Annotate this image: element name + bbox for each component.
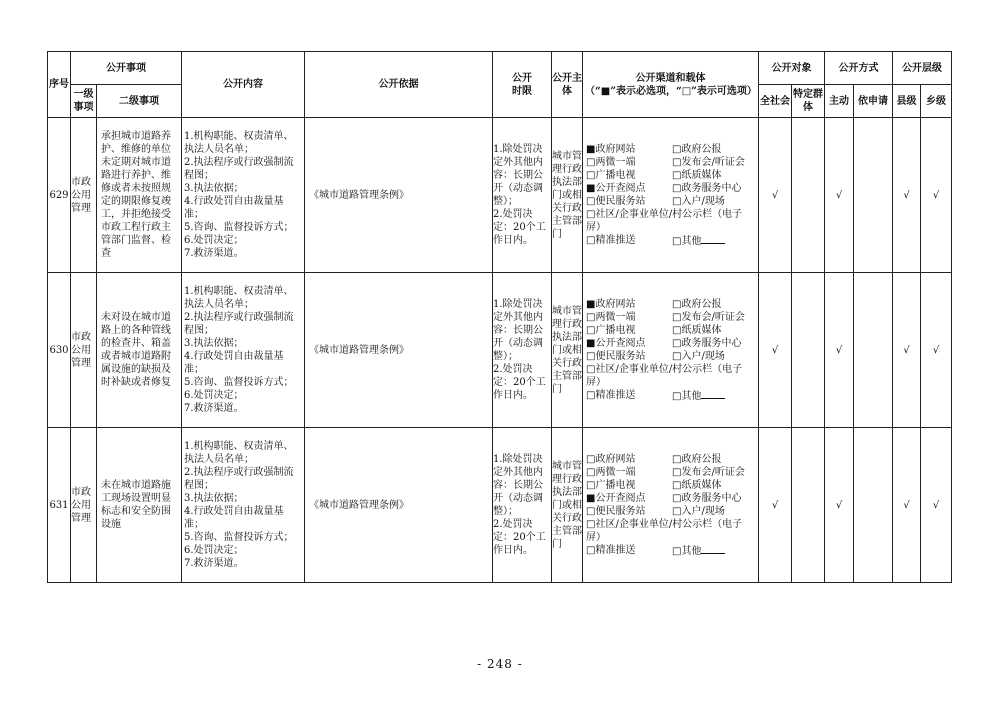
check-mode-apply — [854, 118, 893, 273]
channel-option: □两微一端 — [586, 156, 636, 168]
check-target-group — [792, 428, 825, 583]
page-number: - 248 - — [477, 657, 523, 671]
channel-pair — [586, 195, 755, 208]
disclosure-subject: 城市管理行政执法部门或相关行政主管部门 — [552, 118, 583, 273]
channel-option: ■公开查阅点 — [586, 182, 646, 194]
content-line: 1.机构职能、权责清单、执法人员名单； — [184, 286, 294, 310]
channel-option-other — [672, 389, 725, 403]
row-number: 630 — [48, 273, 71, 428]
content-line: 2.执法程序或行政强制流程图； — [184, 312, 294, 336]
channel-option: □精准推送 — [586, 544, 636, 556]
check-target-group — [792, 273, 825, 428]
channel-pair — [586, 505, 755, 518]
channel-option: □便民服务站 — [586, 505, 646, 517]
disclosure-content — [182, 273, 305, 428]
check-target-all: √ — [759, 428, 792, 583]
content-line: 6.处罚决定； — [184, 390, 244, 401]
channel-option: □精准推送 — [586, 389, 636, 401]
header-level1: 一级事项 — [71, 85, 97, 118]
channel-community: □社区/企事业单位/村公示栏（电子屏） — [586, 363, 743, 388]
blank-underline — [701, 234, 725, 244]
channel-option: □政务服务中心 — [672, 492, 742, 504]
content-line: 7.救济渠道。 — [184, 248, 244, 259]
row-number: 631 — [48, 428, 71, 583]
content-line: 1.机构职能、权责清单、执法人员名单； — [184, 441, 294, 465]
channel-option: □政府公报 — [672, 453, 722, 465]
header-mode-active: 主动 — [825, 85, 854, 118]
channel-option: □政务服务中心 — [672, 182, 742, 194]
channel-option: □精准推送 — [586, 234, 636, 246]
level1-item: 市政公用管理 — [71, 273, 97, 428]
channel-option: ■公开查阅点 — [586, 337, 646, 349]
disclosure-subject: 城市管理行政执法部门或相关行政主管部门 — [552, 428, 583, 583]
channel-community: □社区/企事业单位/村公示栏（电子屏） — [586, 208, 743, 233]
header-channel-note: （“■”表示必选项，“□”表示可选项） — [585, 85, 757, 97]
channel-option: □便民服务站 — [586, 350, 646, 362]
time-line: 1.除处罚决定外其他内容：长期公开（动态调整）； — [493, 299, 543, 362]
channel-option: □政府网站 — [586, 453, 636, 465]
check-level-county: √ — [893, 428, 921, 583]
table-row — [48, 428, 952, 583]
check-mode-active: √ — [825, 428, 854, 583]
content-line: 7.救济渠道。 — [184, 403, 244, 414]
header-mode: 公开方式 — [825, 52, 893, 85]
table-row — [48, 118, 952, 273]
content-line: 4.行政处罚自由裁量基准； — [184, 506, 284, 530]
header-level2: 二级事项 — [97, 85, 182, 118]
disclosure-content — [182, 118, 305, 273]
header-level-county: 县级 — [893, 85, 921, 118]
channel-pair — [586, 169, 755, 182]
channel-option: □发布会/听证会 — [672, 311, 745, 323]
channel-community: □社区/企事业单位/村公示栏（电子屏） — [586, 518, 743, 543]
check-mode-active: √ — [825, 118, 854, 273]
content-line: 5.咨询、监督投诉方式； — [184, 377, 294, 388]
channel-option: ■政府网站 — [586, 298, 636, 310]
channel-option: □政务服务中心 — [672, 337, 742, 349]
channel-option: □政府公报 — [672, 298, 722, 310]
channel-option: □纸质媒体 — [672, 479, 722, 491]
level1-item: 市政公用管理 — [71, 118, 97, 273]
channel-option: □其他 — [672, 235, 702, 247]
level2-item: 承担城市道路养护、维修的单位未定期对城市道路进行养护、维修或者未按照规定的期限修复竣工，并拒绝接受市政工程行政主管部门监督、检查 — [97, 118, 182, 273]
channel-pair — [586, 479, 755, 492]
channel-option: □发布会/听证会 — [672, 466, 745, 478]
content-line: 2.执法程序或行政强制流程图； — [184, 157, 294, 181]
disclosure-time — [493, 118, 552, 273]
channel-pair — [586, 324, 755, 337]
content-line: 1.机构职能、权责清单、执法人员名单； — [184, 131, 294, 155]
channel-pair — [586, 453, 755, 466]
channel-option: □入户/现场 — [672, 350, 725, 362]
channel-pair — [586, 337, 755, 350]
check-level-town: √ — [921, 118, 952, 273]
content-line: 4.行政处罚自由裁量基准； — [184, 196, 284, 220]
channel-pair — [586, 492, 755, 505]
level2-item: 未在城市道路施工现场设置明显标志和安全防围设施 — [97, 428, 182, 583]
header-item: 公开事项 — [71, 52, 182, 85]
time-line: 1.除处罚决定外其他内容：长期公开（动态调整）； — [493, 144, 543, 207]
header-target: 公开对象 — [759, 52, 825, 85]
level1-item: 市政公用管理 — [71, 428, 97, 583]
row-number: 629 — [48, 118, 71, 273]
channel-pair — [586, 466, 755, 479]
channel-option-other — [672, 234, 725, 248]
channel-option: ■政府网站 — [586, 143, 636, 155]
content-line: 5.咨询、监督投诉方式； — [184, 222, 294, 233]
channel-pair — [586, 311, 755, 324]
time-line: 2.处罚决定：20个工作日内。 — [493, 519, 546, 556]
table-row — [48, 273, 952, 428]
time-line: 2.处罚决定：20个工作日内。 — [493, 364, 546, 401]
channel-pair — [586, 234, 755, 248]
header-basis: 公开依据 — [305, 52, 493, 118]
content-line: 5.咨询、监督投诉方式； — [184, 532, 294, 543]
disclosure-table — [47, 51, 952, 583]
channel-pair — [586, 350, 755, 363]
check-level-town: √ — [921, 428, 952, 583]
disclosure-channels — [583, 428, 759, 583]
channel-option: □广播电视 — [586, 479, 636, 491]
header-seq: 序号 — [48, 52, 71, 118]
header-subject: 公开主体 — [552, 52, 583, 118]
channel-option: □广播电视 — [586, 169, 636, 181]
content-line: 4.行政处罚自由裁量基准； — [184, 351, 284, 375]
channel-option: □纸质媒体 — [672, 169, 722, 181]
channel-option-other — [672, 544, 725, 558]
check-level-county: √ — [893, 118, 921, 273]
header-time: 公开时限 — [493, 52, 552, 118]
blank-underline — [701, 389, 725, 399]
disclosure-channels — [583, 273, 759, 428]
disclosure-time — [493, 273, 552, 428]
channel-pair — [586, 298, 755, 311]
header-channel-title: 公开渠道和载体 — [635, 72, 706, 84]
disclosure-content — [182, 428, 305, 583]
disclosure-time — [493, 428, 552, 583]
channel-pair — [586, 143, 755, 156]
header-target-group: 特定群体 — [792, 85, 825, 118]
content-line: 3.执法依据； — [184, 493, 244, 504]
check-mode-apply — [854, 273, 893, 428]
header-channel — [583, 52, 759, 118]
channel-option: □便民服务站 — [586, 195, 646, 207]
time-line: 1.除处罚决定外其他内容：长期公开（动态调整）； — [493, 454, 543, 517]
channel-pair — [586, 156, 755, 169]
header-target-all: 全社会 — [759, 85, 792, 118]
content-line: 7.救济渠道。 — [184, 558, 244, 569]
channel-pair — [586, 544, 755, 558]
check-mode-apply — [854, 428, 893, 583]
content-line: 3.执法依据； — [184, 183, 244, 194]
channel-pair — [586, 182, 755, 195]
content-line: 2.执法程序或行政强制流程图； — [184, 467, 294, 491]
check-target-all: √ — [759, 118, 792, 273]
disclosure-basis: 《城市道路管理条例》 — [305, 428, 493, 583]
check-mode-active: √ — [825, 273, 854, 428]
header-content: 公开内容 — [182, 52, 305, 118]
channel-option: □两微一端 — [586, 466, 636, 478]
channel-option: □其他 — [672, 390, 702, 402]
content-line: 6.处罚决定； — [184, 545, 244, 556]
channel-option: □广播电视 — [586, 324, 636, 336]
disclosure-subject: 城市管理行政执法部门或相关行政主管部门 — [552, 273, 583, 428]
header-mode-apply: 依申请 — [854, 85, 893, 118]
check-target-all: √ — [759, 273, 792, 428]
channel-option: □纸质媒体 — [672, 324, 722, 336]
check-level-county: √ — [893, 273, 921, 428]
channel-option: □政府公报 — [672, 143, 722, 155]
channel-option: □其他 — [672, 545, 702, 557]
check-target-group — [792, 118, 825, 273]
disclosure-basis: 《城市道路管理条例》 — [305, 118, 493, 273]
check-level-town: √ — [921, 273, 952, 428]
channel-option: □两微一端 — [586, 311, 636, 323]
channel-option: □入户/现场 — [672, 195, 725, 207]
content-line: 3.执法依据； — [184, 338, 244, 349]
channel-option: ■公开查阅点 — [586, 492, 646, 504]
channel-pair — [586, 389, 755, 403]
header-level-town: 乡级 — [921, 85, 952, 118]
header-level: 公开层级 — [893, 52, 952, 85]
disclosure-channels — [583, 118, 759, 273]
level2-item: 未对设在城市道路上的各种管线的检查井、箱盖或者城市道路附属设施的缺损及时补缺或者修复 — [97, 273, 182, 428]
disclosure-basis: 《城市道路管理条例》 — [305, 273, 493, 428]
blank-underline — [701, 544, 725, 554]
time-line: 2.处罚决定：20个工作日内。 — [493, 209, 546, 246]
channel-option: □入户/现场 — [672, 505, 725, 517]
channel-option: □发布会/听证会 — [672, 156, 745, 168]
content-line: 6.处罚决定； — [184, 235, 244, 246]
